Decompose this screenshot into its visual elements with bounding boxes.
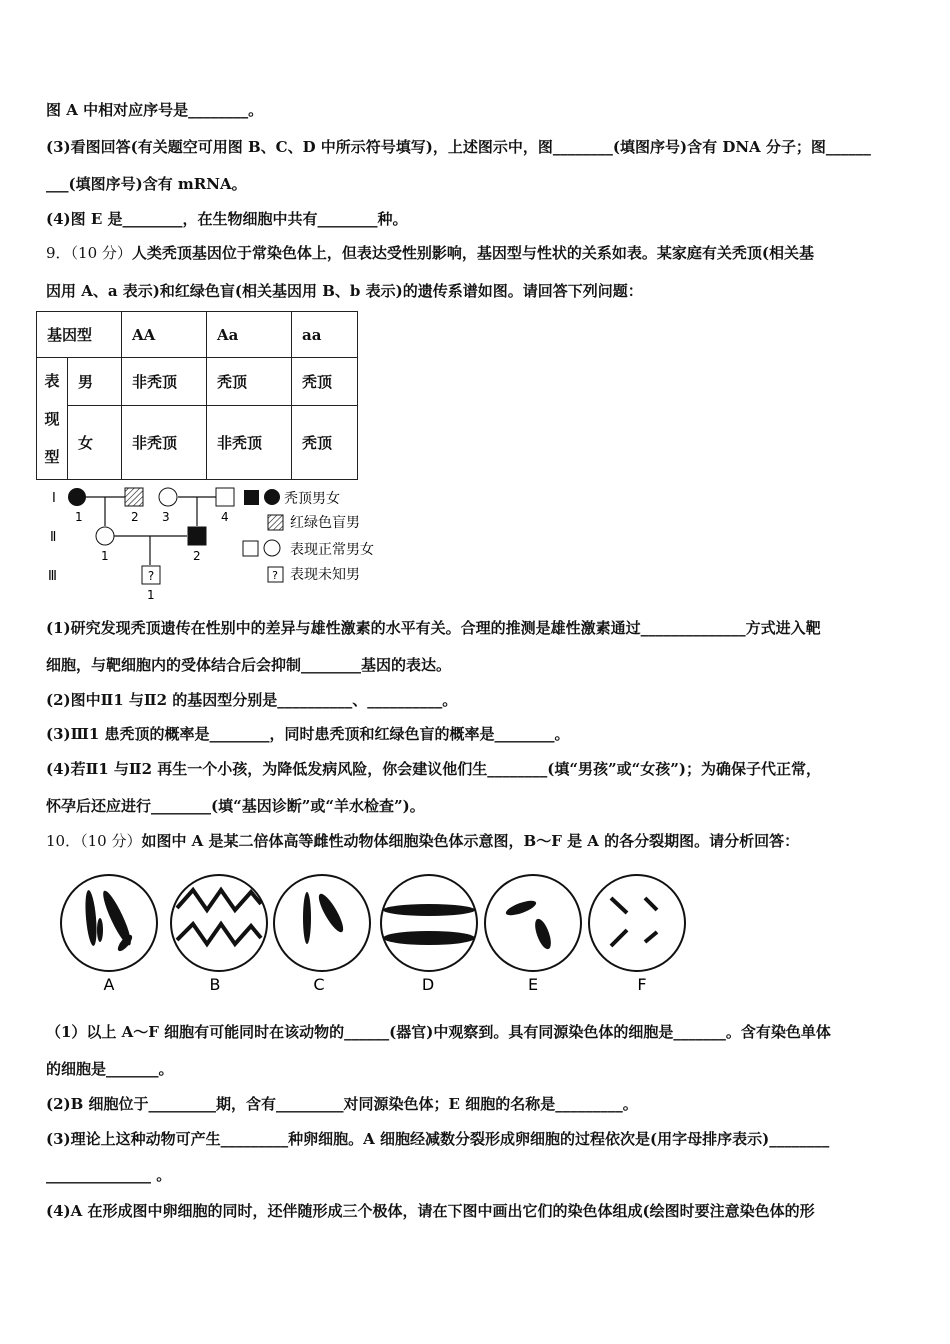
table-cell: 秃顶 bbox=[207, 358, 292, 406]
pedigree-num: 3 bbox=[162, 510, 170, 524]
q10-stem-text: 如图中 A 是某二倍体高等雌性动物体细胞染色体示意图，B～F 是 A 的各分裂期图。请分析回答： bbox=[141, 832, 800, 850]
legend-normal-male bbox=[243, 541, 258, 556]
table-female-label: 女 bbox=[68, 406, 122, 480]
table-cell: 非秃顶 bbox=[122, 358, 207, 406]
genotype-table bbox=[36, 311, 358, 480]
table-header-Aa: Aa bbox=[207, 312, 292, 358]
pedigree-num: 1 bbox=[75, 510, 83, 524]
pedigree-num: 4 bbox=[221, 510, 229, 524]
legend-bald-female bbox=[264, 489, 280, 505]
table-header-aa: aa bbox=[292, 312, 358, 358]
q9-part4a: (4)若Ⅱ1 与Ⅱ2 再生一个小孩，为降低发病风险，你会建议他们生________(填“男孩”或“女孩”)；为确保子代正常， bbox=[46, 760, 821, 778]
q10-stem bbox=[46, 831, 799, 851]
gen-label: Ⅲ bbox=[48, 569, 57, 584]
q10-number: 10．（10 分） bbox=[46, 832, 142, 850]
cell-division-figure bbox=[55, 868, 695, 998]
legend-normal-female bbox=[264, 540, 280, 556]
pedigree-unknown-mark: ? bbox=[147, 569, 155, 583]
pedigree-II2 bbox=[188, 527, 206, 545]
q10-part3a: (3)理论上这种动物可产生_________种卵细胞。A 细胞经减数分裂形成卵细胞的过程依次是(用字母排序表示)________ bbox=[46, 1130, 830, 1148]
table-male-label: 男 bbox=[68, 358, 122, 406]
pedigree-I4 bbox=[216, 488, 234, 506]
cell-E bbox=[485, 875, 581, 971]
q10-part1a: （1）以上 A～F 细胞有可能同时在该动物的______(器官)中观察到。具有同源染色体的细胞是_______。含有染色单体 bbox=[46, 1023, 831, 1041]
cell-C bbox=[274, 875, 370, 971]
text-line-4: (4)图 E 是________，在生物细胞中共有________种。 bbox=[46, 210, 408, 228]
q10-part1b: 的细胞是_______。 bbox=[46, 1060, 174, 1078]
legend-unknown-mark: ? bbox=[272, 569, 278, 582]
q9-part4b: 怀孕后还应进行________(填“基因诊断”或“羊水检查”)。 bbox=[46, 797, 425, 815]
pedigree-I1 bbox=[68, 488, 86, 506]
table-cell: 秃顶 bbox=[292, 406, 358, 480]
pedigree-num: 1 bbox=[147, 588, 155, 602]
cell-label: B bbox=[209, 975, 221, 994]
cell-label: F bbox=[637, 975, 647, 994]
cell-A bbox=[61, 875, 157, 971]
text-line-2: (3)看图回答(有关题空可用图 B、C、D 中所示符号填写)，上述图示中，图________(填图序号)含有 DNA 分子；图______ bbox=[46, 138, 871, 156]
pedigree-num: 1 bbox=[101, 549, 109, 563]
q9-part1a: (1)研究发现秃顶遗传在性别中的差异与雄性激素的水平有关。合理的推测是雄性激素通过______________方式进入靶 bbox=[46, 619, 821, 637]
q9-part3: (3)Ⅲ1 患秃顶的概率是________，同时患秃顶和红绿色盲的概率是________。 bbox=[46, 725, 570, 743]
cell-label: D bbox=[421, 975, 435, 994]
gen-label: Ⅰ bbox=[52, 491, 56, 506]
table-cell: 非秃顶 bbox=[207, 406, 292, 480]
q9-stem-text: 人类秃顶基因位于常染色体上，但表达受性别影响，基因型与性状的关系如表。某家庭有关秃顶(相关基 bbox=[131, 244, 815, 262]
legend-label: 秃顶男女 bbox=[284, 491, 340, 507]
text-line-1: 图 A 中相对应序号是________。 bbox=[46, 101, 264, 119]
q9-stem-2: 因用 A、a 表示)和红绿色盲(相关基因用 B、b 表示)的遗传系谱如图。请回答下列问题： bbox=[46, 282, 643, 300]
q9-part1b: 细胞，与靶细胞内的受体结合后会抑制________基因的表达。 bbox=[46, 656, 452, 674]
q10-part2: (2)B 细胞位于_________期，含有_________对同源染色体；E 细胞的名称是_________。 bbox=[46, 1095, 638, 1113]
legend-label: 表现未知男 bbox=[290, 567, 360, 583]
pedigree-num: 2 bbox=[193, 549, 201, 563]
legend-label: 表现正常男女 bbox=[290, 542, 374, 558]
gen-label: Ⅱ bbox=[50, 530, 57, 545]
q10-part4: (4)A 在形成图中卵细胞的同时，还伴随形成三个极体，请在下图中画出它们的染色体组成(绘图时要注意染色体的形 bbox=[46, 1202, 815, 1220]
table-header-genotype: 基因型 bbox=[37, 312, 122, 358]
pedigree-I2 bbox=[125, 488, 143, 506]
cell-label: C bbox=[313, 975, 325, 994]
cell-F bbox=[589, 875, 685, 971]
pedigree-chart bbox=[40, 480, 390, 605]
table-cell: 秃顶 bbox=[292, 358, 358, 406]
cell-label: E bbox=[527, 975, 539, 994]
pedigree-I3 bbox=[159, 488, 177, 506]
pedigree-II1 bbox=[96, 527, 114, 545]
legend-colorblind-male bbox=[268, 515, 283, 530]
legend-bald-male bbox=[244, 490, 259, 505]
text-line-3: ___(填图序号)含有 mRNA。 bbox=[46, 175, 247, 193]
table-header-AA: AA bbox=[122, 312, 207, 358]
q9-stem-1 bbox=[46, 243, 814, 263]
q10-part3b: ______________ 。 bbox=[46, 1166, 172, 1184]
table-cell: 非秃顶 bbox=[122, 406, 207, 480]
pedigree-num: 2 bbox=[131, 510, 139, 524]
legend-label: 红绿色盲男 bbox=[290, 515, 360, 531]
cell-label: A bbox=[103, 975, 115, 994]
q9-part2: (2)图中Ⅱ1 与Ⅱ2 的基因型分别是__________、__________。 bbox=[46, 691, 458, 709]
table-phenotype-label: 表 现 型 bbox=[37, 358, 68, 480]
q9-number: 9．（10 分） bbox=[46, 244, 132, 262]
cell-D bbox=[381, 875, 477, 971]
